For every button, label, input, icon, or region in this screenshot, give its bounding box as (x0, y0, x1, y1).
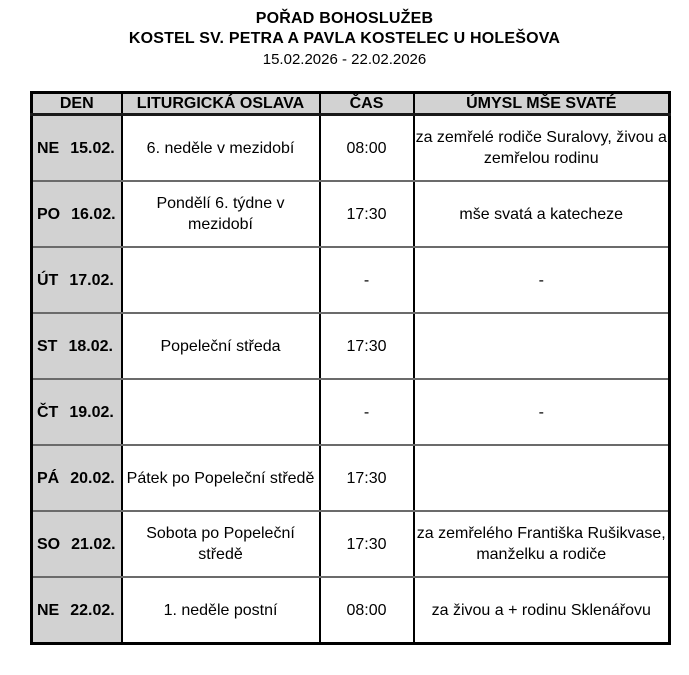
time-cell: - (320, 247, 414, 313)
day-date: 17.02. (69, 271, 114, 289)
celebration-cell: 1. neděle postní (122, 577, 320, 644)
celebration-cell: Pátek po Popeleční středě (122, 445, 320, 511)
time-cell: 08:00 (320, 577, 414, 644)
day-date: 22.02. (70, 601, 115, 619)
celebration-cell: Popeleční středa (122, 313, 320, 379)
column-header-liturgicka-oslava: LITURGICKÁ OSLAVA (122, 93, 320, 115)
column-header-cas: ČAS (320, 93, 414, 115)
day-abbr: NE (37, 139, 60, 157)
time-cell: 17:30 (320, 313, 414, 379)
page-subtitle: KOSTEL SV. PETRA A PAVLA KOSTELEC U HOLEŠOVA (128, 30, 561, 47)
day-abbr: ÚT (37, 271, 59, 289)
day-cell (32, 577, 122, 644)
celebration-cell (122, 379, 320, 445)
table-row (32, 181, 670, 247)
intention-cell: mše svatá a katecheze (414, 181, 670, 247)
celebration-cell: Pondělí 6. týdne v mezidobí (122, 181, 320, 247)
table-row (32, 577, 670, 644)
day-abbr: ČT (37, 403, 59, 421)
time-cell: 17:30 (320, 511, 414, 577)
day-date: 15.02. (70, 139, 115, 157)
day-abbr: PO (37, 205, 61, 223)
table-row (32, 511, 670, 577)
table-row (32, 379, 670, 445)
header-row (32, 93, 670, 115)
day-date: 21.02. (71, 535, 116, 553)
document-header (0, 0, 689, 70)
day-cell (32, 379, 122, 445)
celebration-cell: Sobota po Popeleční středě (122, 511, 320, 577)
intention-cell: - (414, 379, 670, 445)
column-header-umysl: ÚMYSL MŠE SVATÉ (414, 93, 670, 115)
intention-cell: za zemřelého Františka Rušikvase, manželku a rodiče (414, 511, 670, 577)
celebration-cell: 6. neděle v mezidobí (122, 115, 320, 182)
day-cell (32, 313, 122, 379)
schedule-table (30, 91, 671, 645)
intention-cell (414, 313, 670, 379)
page-title: POŘAD BOHOSLUŽEB (255, 10, 434, 27)
day-cell (32, 181, 122, 247)
day-date: 18.02. (68, 337, 113, 355)
day-abbr: ST (37, 337, 58, 355)
table-row (32, 115, 670, 182)
day-date: 16.02. (71, 205, 116, 223)
intention-cell: za živou a + rodinu Sklenářovu (414, 577, 670, 644)
intention-cell: - (414, 247, 670, 313)
time-cell: 17:30 (320, 445, 414, 511)
time-cell: - (320, 379, 414, 445)
column-header-den: DEN (32, 93, 122, 115)
day-date: 20.02. (70, 469, 115, 487)
day-date: 19.02. (69, 403, 114, 421)
table-row (32, 313, 670, 379)
date-range: 15.02.2026 - 22.02.2026 (262, 51, 427, 68)
day-cell (32, 247, 122, 313)
intention-cell: za zemřelé rodiče Suralovy, živou a zemřelou rodinu (414, 115, 670, 182)
table-row (32, 445, 670, 511)
day-cell (32, 115, 122, 182)
day-cell (32, 511, 122, 577)
intention-cell (414, 445, 670, 511)
day-abbr: NE (37, 601, 60, 619)
day-cell (32, 445, 122, 511)
time-cell: 17:30 (320, 181, 414, 247)
time-cell: 08:00 (320, 115, 414, 182)
day-abbr: PÁ (37, 469, 60, 487)
day-abbr: SO (37, 535, 61, 553)
table-row (32, 247, 670, 313)
celebration-cell (122, 247, 320, 313)
